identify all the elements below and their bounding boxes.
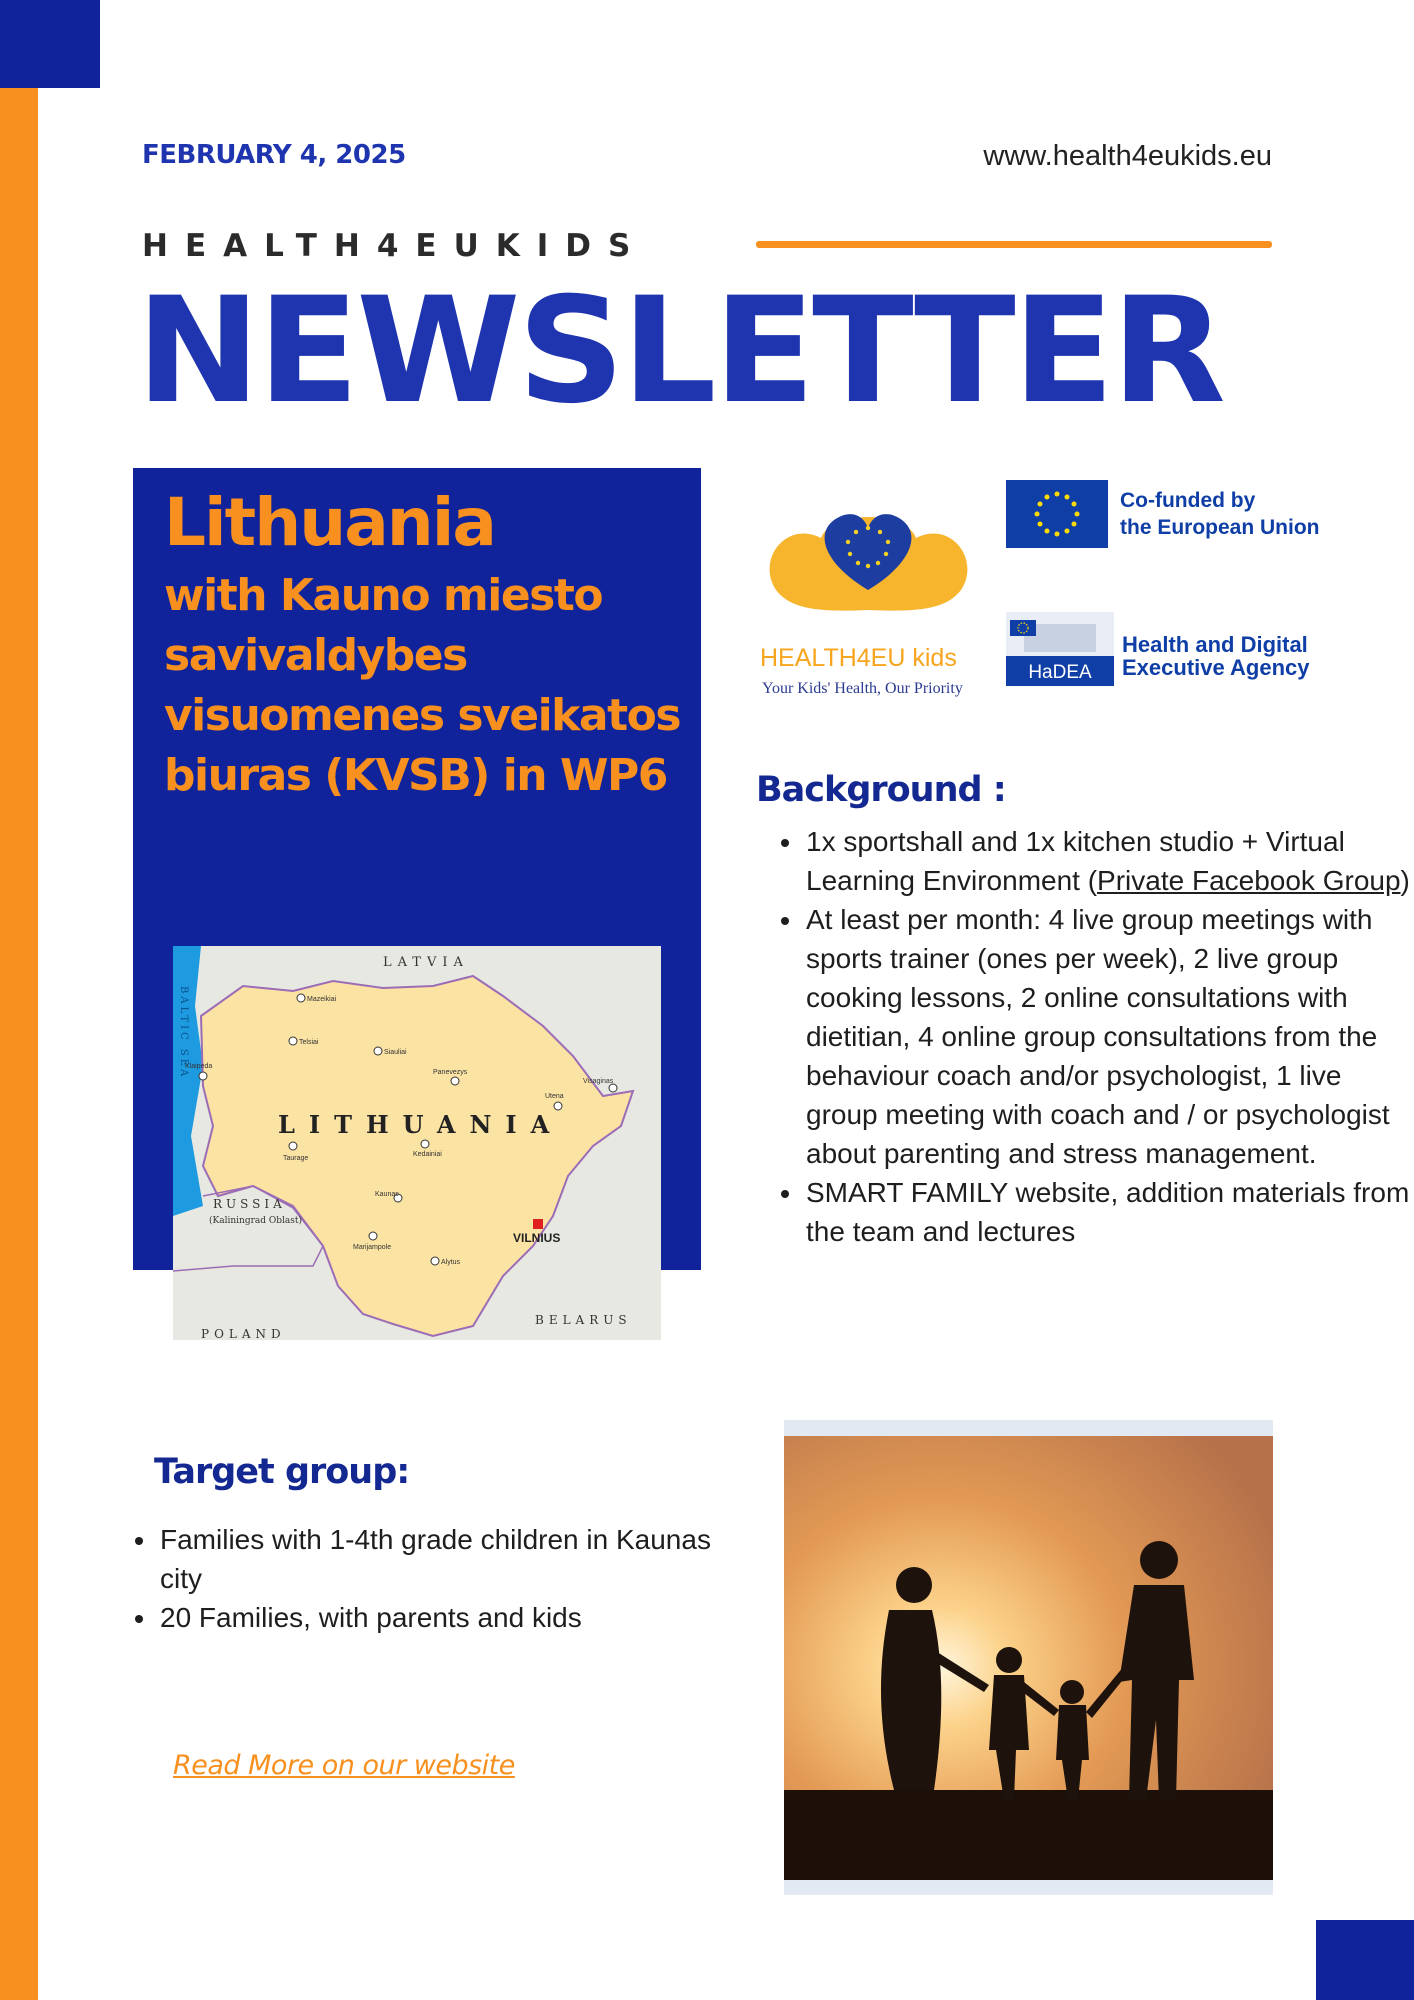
list-item: • At least per month: 4 live group meetings with sports trainer (ones per week), 2 live group cooking lessons, 2 online consultations with dietitian, 4 online group consultations from the behaviour coach and/or psychologist, 1 live group meeting with coach and / or psychologist about parenting and stress management. — [804, 900, 1414, 1173]
map-city-label: Taurage — [283, 1155, 309, 1162]
city-dot — [297, 994, 305, 1002]
list-item — [804, 822, 1414, 900]
panel-country: Lithuania — [164, 484, 495, 561]
eu-cofunded-text — [1120, 487, 1320, 541]
list-item: • 20 Families, with parents and kids — [158, 1598, 758, 1637]
target-group-heading: Target group: — [154, 1452, 410, 1492]
map-city-label: Visaginas — [583, 1078, 614, 1085]
item-text: 1x sportshall and 1x kitchen studio + Virtual Learning Environment ( — [806, 826, 1345, 896]
facebook-group-link[interactable]: Private Facebook Group — [1097, 865, 1401, 896]
map-city-label: Siauliai — [384, 1049, 407, 1056]
map-city-label: Marijampole — [353, 1244, 392, 1251]
city-dot — [451, 1077, 459, 1085]
health4eu-tagline: Your Kids' Health, Our Priority — [762, 680, 963, 697]
map-city-label: Utena — [545, 1093, 564, 1100]
left-accent-bar — [0, 0, 38, 2000]
map-city-label: Klaipeda — [185, 1063, 213, 1070]
city-dot — [289, 1142, 297, 1150]
city-dot — [374, 1047, 382, 1055]
brand-name: HEALTH4EUKIDS — [142, 228, 648, 264]
list-item: • SMART FAMILY website, addition materials from the team and lectures — [804, 1173, 1414, 1251]
target-group-list — [110, 1520, 758, 1637]
capital-marker — [533, 1219, 543, 1229]
map-city-label: Alytus — [441, 1259, 461, 1266]
city-dot — [199, 1072, 207, 1080]
corner-block-top-left — [0, 0, 100, 88]
corner-block-bottom-right — [1316, 1920, 1414, 2000]
map-city-label: Mazeikiai — [307, 996, 337, 1003]
panel-subtitle: with Kauno miesto savivaldybes visuomenes sveikatos biuras (KVSB) in WP6 — [164, 570, 681, 801]
city-dot — [554, 1102, 562, 1110]
map-label-russia: RUSSIA — [213, 1197, 286, 1211]
hadea-line-2: Executive Agency — [1122, 655, 1310, 680]
map-label-capital: VILNIUS — [513, 1231, 561, 1245]
city-dot — [431, 1257, 439, 1265]
city-dot — [369, 1232, 377, 1240]
map-city-label: Panevezys — [433, 1069, 468, 1076]
item-text: ) — [1400, 865, 1410, 896]
city-dot — [609, 1084, 617, 1092]
list-item: • Families with 1-4th grade children in Kaunas city — [158, 1520, 758, 1598]
hadea-badge: HaDEA — [1028, 662, 1092, 683]
map-city-label: Kaunas — [375, 1191, 399, 1198]
hadea-text — [1122, 633, 1310, 679]
read-more-link[interactable]: Read More on our website — [173, 1750, 515, 1781]
map-city-label: Kedainiai — [413, 1151, 442, 1158]
newsletter-title: NEWSLETTER — [136, 266, 1223, 436]
map-label-belarus: BELARUS — [535, 1313, 632, 1327]
map-label-country: LITHUANIA — [278, 1110, 564, 1139]
lithuania-map — [173, 946, 661, 1340]
family-sunset-photo — [784, 1420, 1273, 1895]
health4eu-name: HEALTH4EU kids — [760, 644, 957, 672]
map-label-latvia: LATVIA — [383, 955, 469, 970]
brand-divider — [756, 241, 1272, 248]
eu-line-1: Co-funded by — [1120, 489, 1256, 512]
eu-flag-icon — [1006, 480, 1108, 548]
website-link[interactable]: www.health4eukids.eu — [983, 140, 1272, 172]
map-city-label: Telsiai — [299, 1039, 319, 1046]
hadea-logo — [1006, 612, 1114, 686]
city-dot — [421, 1140, 429, 1148]
issue-date: FEBRUARY 4, 2025 — [142, 140, 406, 170]
map-label-kaliningrad: (Kaliningrad Oblast) — [209, 1216, 303, 1226]
map-label-sea: BALTIC SEA — [178, 986, 189, 1080]
background-heading: Background : — [756, 770, 1006, 810]
map-label-poland: POLAND — [201, 1327, 286, 1340]
background-list — [756, 822, 1414, 1251]
city-dot — [289, 1037, 297, 1045]
eu-line-2: the European Union — [1120, 516, 1320, 539]
hadea-line-1: Health and Digital — [1122, 632, 1308, 657]
